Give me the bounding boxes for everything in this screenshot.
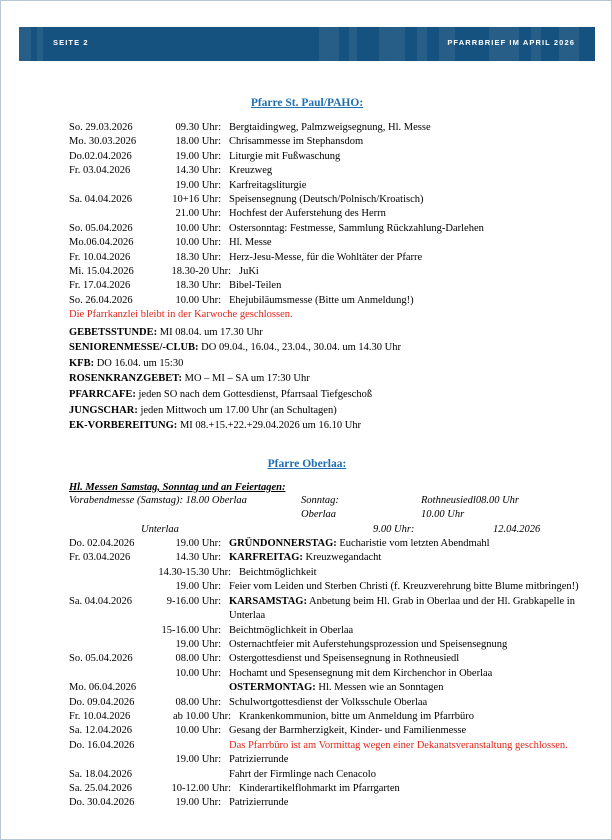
table-row [69,595,593,624]
table-row [69,294,593,308]
event-time: 19.00 Uhr: [175,581,221,593]
event-time: 19.00 Uhr: [175,150,221,162]
event-time: 19.00 Uhr: [175,638,221,650]
event-text: Hochfest der Auferstehung des Herrn [229,208,386,220]
section-title-paho: Pfarre St. Paul/PAHO: [250,97,364,109]
mass-oberlaa-time: 10.00 Uhr [421,509,465,521]
event-time: 10.00 Uhr: [175,237,221,249]
event-label: PFARRCAFE: [69,389,136,401]
event-time: 19.00 Uhr: [175,754,221,766]
mass-oberlaa-label: Oberlaa [301,509,336,521]
event-text: KARFREITAG: Kreuzwegandacht [229,552,382,564]
mass-time-line [69,494,593,508]
list-item [69,403,593,419]
event-text: Patrizierrunde [229,797,289,809]
event-time: 18.00 Uhr: [175,136,221,148]
event-detail: jeden SO nach dem Gottesdienst, Pfarrsaal Tiefgeschoß [135,389,373,401]
event-text: KARSAMSTAG: Anbetung beim Hl. Grab in Oberlaa und der Hl. Grabkapelle in Unterlaa [229,595,575,622]
event-date: Sa. 04.04.2026 [69,194,132,206]
table-row [69,551,593,565]
event-detail: MI 08.04. um 17.30 Uhr [157,326,263,338]
mass-time-line [69,508,593,522]
table-row [69,222,593,236]
table-row [69,710,593,724]
event-date: Sa. 18.04.2026 [69,768,132,780]
table-row [69,652,593,666]
event-text: Beichtmöglichkeit in Oberlaa [229,624,354,636]
mass-time-line [69,523,593,537]
event-detail: DO 16.04. um 15:30 [94,357,184,369]
table-row [69,179,593,193]
event-date: Mo. 06.04.2026 [69,682,137,694]
event-time: 21.00 Uhr: [175,208,221,220]
event-date: Fr. 10.04.2026 [69,710,131,722]
event-time: 19.00 Uhr: [175,538,221,550]
event-text: Kreuzweg [229,165,273,177]
event-text: Feier vom Leiden und Sterben Christi (f. Kreuzverehrung bitte Blume mitbringen!) [229,581,579,593]
event-date: Do. 02.04.2026 [69,538,135,550]
event-highlight: KARFREITAG: [229,552,303,564]
event-time: 9-16.00 Uhr: [166,595,221,607]
event-date: So. 26.04.2026 [69,294,133,306]
event-text: Schulwortgottesdienst der Volksschule Oberlaa [229,696,428,708]
event-time: 10+16 Uhr: [172,194,221,206]
table-row [69,193,593,207]
event-time: 10-12.00 Uhr: [171,782,231,794]
event-time: 14.30 Uhr: [175,552,221,564]
table-row [69,236,593,250]
event-time: 10.00 Uhr: [175,725,221,737]
event-date: Mo.06.04.2026 [69,237,134,249]
event-time: ab 10.00 Uhr: [172,710,231,722]
table-row [69,667,593,681]
event-date: Sa. 25.04.2026 [69,782,132,794]
event-time: 08.00 Uhr: [175,696,221,708]
event-time: 10.00 Uhr: [175,222,221,234]
table-row [69,537,593,551]
table-row [69,796,593,810]
event-date: Sa. 12.04.2026 [69,725,132,737]
list-item [69,418,593,434]
event-date: Do. 30.04.2026 [69,797,135,809]
event-time: 10.00 Uhr: [175,667,221,679]
event-date: Do. 09.04.2026 [69,696,135,708]
event-date: So. 05.04.2026 [69,222,133,234]
table-row [69,150,593,164]
event-text: Herz-Jesu-Messe, für die Wohltäter der Pfarre [229,251,423,263]
event-text: Liturgie mit Fußwaschung [229,150,341,162]
paho-regular-events [69,325,593,434]
event-time: 10.00 Uhr: [175,294,221,306]
table-row [69,753,593,767]
event-time: 14.30 Uhr: [175,165,221,177]
event-date: Fr. 03.04.2026 [69,552,131,564]
event-label: GEBETSSTUNDE: [69,326,158,338]
event-text: Ehejubiläumsmesse (Bitte um Anmeldung!) [229,294,414,306]
page-number-label: SEITE 2 [53,38,89,47]
mass-sunday-label: Sonntag: [301,494,339,506]
event-text: OSTERMONTAG: Hl. Messen wie an Sonntagen [229,682,444,694]
table-row [69,724,593,738]
table-row [69,121,593,135]
event-text: Ostersonntag: Festmesse, Sammlung Rückzahlung-Darlehen [229,222,484,234]
table-row [69,624,593,638]
event-date: Fr. 17.04.2026 [69,280,131,292]
event-text: Hl. Messe [229,237,272,249]
event-text: Fahrt der Firmlinge nach Cenacolo [229,768,376,780]
table-row [69,696,593,710]
mass-unterlaa-date: 12.04.2026 [493,523,541,535]
event-text: Das Pfarrbüro ist am Vormittag wegen einer Dekanatsveranstaltung geschlossen. [229,739,568,751]
event-date: So. 29.03.2026 [69,122,133,133]
event-label: EK-VORBEREITUNG: [69,420,178,432]
mass-unterlaa-time: 9.00 Uhr: [373,523,415,535]
event-text: Beichtmöglichkeit [239,566,317,578]
event-text: Karfreitagsliturgie [229,179,307,191]
event-date: Fr. 03.04.2026 [69,165,131,177]
table-row [69,135,593,149]
event-time: 19.00 Uhr: [175,797,221,809]
list-item [69,356,593,372]
event-label: SENIORENMESSE/-CLUB: [69,342,199,354]
event-text: Osternachtfeier mit Auferstehungsprozession und Speisensegnung [229,638,508,650]
table-row [69,279,593,293]
event-text: Speisensegnung (Deutsch/Polnisch/Kroatisch) [229,194,424,206]
event-text: Chrisammesse im Stephansdom [229,136,364,148]
event-text: Bibel-Teilen [229,280,282,292]
document-content [1,97,612,811]
event-text: Krankenkommunion, bitte um Anmeldung im Pfarrbüro [239,710,475,722]
event-label: KFB: [69,357,95,369]
publication-title: PFARRBRIEF IM APRIL 2026 [447,38,575,47]
table-row [69,566,593,580]
list-item [69,340,593,356]
table-row [69,782,593,796]
mass-rothneusiedl: Rothneusiedl08.00 Uhr [421,494,519,506]
event-time: 19.00 Uhr: [175,179,221,191]
section-title-oberlaa: Pfarre Oberlaa: [267,457,347,470]
event-time: 15-16.00 Uhr: [161,624,221,636]
event-date: Sa. 04.04.2026 [69,595,132,607]
oberlaa-schedule [1,482,612,811]
event-text: Hochamt und Spesensegnung mit dem Kirchenchor in Oberlaa [229,667,493,679]
event-detail: MO – MI – SA um 17:30 Uhr [182,373,310,385]
table-row [69,265,593,279]
list-item [69,387,593,403]
event-time: 18.30 Uhr: [175,280,221,292]
event-text: Ostergottesdienst und Speisensegnung in Rothneusiedl [229,653,460,665]
event-time: 18.30-20 Uhr: [171,266,231,278]
event-time: 09.30 Uhr: [175,122,221,133]
event-text: Kinderartikelflohmarkt im Pfarrgarten [239,782,400,794]
table-row [69,768,593,782]
page-header [19,27,595,61]
list-item [69,325,593,341]
event-time: 18.30 Uhr: [175,251,221,263]
event-text: Bergtaidingweg, Palmzweigsegnung, Hl. Messe [229,122,431,133]
table-row [69,207,593,221]
paho-schedule [1,121,612,434]
event-highlight: KARSAMSTAG: [229,595,307,607]
list-item [69,371,593,387]
event-text: Patrizierrunde [229,754,289,766]
event-highlight: OSTERMONTAG: [229,682,316,694]
mass-vigil: Vorabendmesse (Samstag): 18.00 Oberlaa [69,494,247,506]
mass-blank [69,508,301,522]
event-detail: DO 09.04., 16.04., 23.04., 30.04. um 14.30 Uhr [198,342,401,354]
event-text: JuKi [239,266,259,278]
oberlaa-mass-heading: Hl. Messen Samstag, Sonntag und an Feiertagen: [69,481,286,493]
event-time: 14.30-15.30 Uhr: [158,566,231,578]
event-date: Do. 16.04.2026 [69,739,135,751]
event-date: Mi. 15.04.2026 [69,266,134,278]
event-date: Mo. 30.03.2026 [69,136,137,148]
event-detail: MI 08.+15.+22.+29.04.2026 um 16.10 Uhr [177,420,362,432]
office-closed-note: Die Pfarrkanzlei bleibt in der Karwoche geschlossen. [69,309,293,321]
table-row [69,580,593,594]
event-time: 08.00 Uhr: [175,653,221,665]
mass-unterlaa-label: Unterlaa [141,523,179,535]
event-label: ROSENKRANZGEBET: [69,373,182,385]
event-detail: jeden Mittwoch um 17.00 Uhr (an Schultagen) [137,404,337,416]
table-row [69,164,593,178]
event-date: So. 05.04.2026 [69,653,133,665]
event-date: Do.02.04.2026 [69,150,132,162]
event-highlight: GRÜNDONNERSTAG: [229,538,337,550]
table-row [69,739,593,753]
table-row [69,251,593,265]
event-text: Gesang der Barmherzigkeit, Kinder- und Familienmesse [229,725,467,737]
table-row [69,681,593,695]
table-row [69,638,593,652]
event-date: Fr. 10.04.2026 [69,251,131,263]
event-text: GRÜNDONNERSTAG: Eucharistie vom letzten Abendmahl [229,538,490,550]
event-label: JUNGSCHAR: [69,404,138,416]
